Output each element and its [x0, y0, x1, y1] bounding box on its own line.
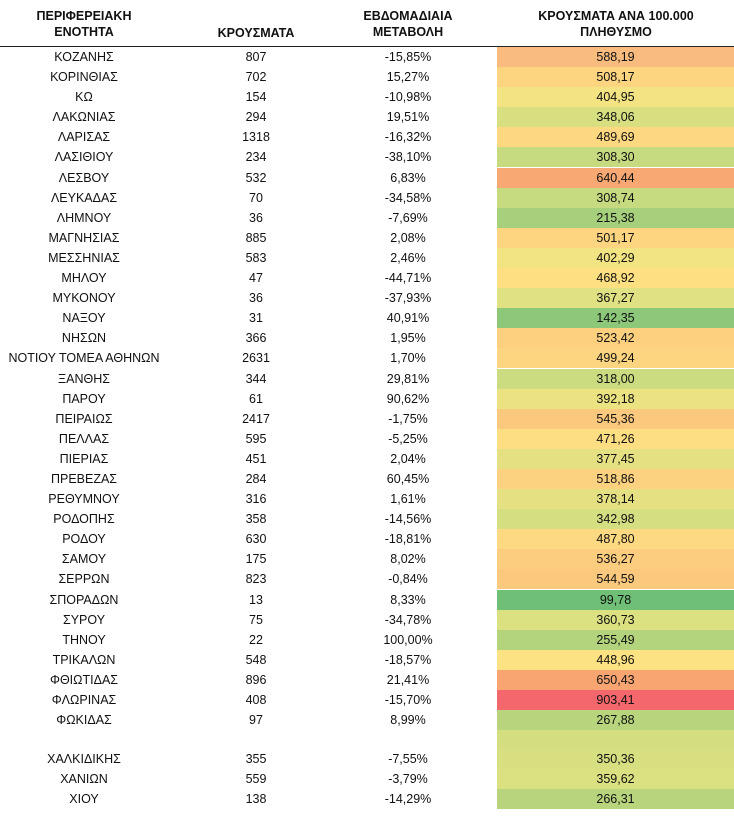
- cases-cell: 61: [249, 391, 263, 406]
- table-row: [0, 268, 734, 288]
- cases-cell: 36: [249, 291, 263, 306]
- weekly-change-cell: -38,10%: [384, 150, 432, 165]
- cases-per-100k-cell: 378,14: [497, 489, 734, 509]
- table-row: [0, 730, 734, 749]
- weekly-change-cell: -37,93%: [384, 291, 432, 306]
- cases-cell: 896: [245, 672, 267, 687]
- weekly-change-cell: 8,99%: [390, 713, 426, 728]
- cases-cell: 70: [249, 190, 263, 205]
- cases-cell: 2417: [242, 411, 270, 426]
- cases-cell: 559: [245, 772, 267, 787]
- table-row: [0, 489, 734, 509]
- region-cell: ΣΑΜΟΥ: [61, 552, 107, 567]
- cases-cell: 22: [249, 632, 263, 647]
- region-cell: ΝΟΤΙΟΥ ΤΟΜΕΑ ΑΘΗΝΩΝ: [8, 351, 160, 366]
- region-cell: ΡΟΔΟΠΗΣ: [53, 512, 115, 527]
- weekly-change-cell: 8,33%: [390, 592, 426, 607]
- table-row: [0, 710, 734, 730]
- cases-per-100k-cell: 359,62: [497, 769, 734, 789]
- cases-per-100k-cell: 404,95: [497, 87, 734, 107]
- region-cell: ΠΙΕΡΙΑΣ: [59, 451, 109, 466]
- cases-cell: 1318: [242, 130, 270, 145]
- cases-cell: 36: [249, 210, 263, 225]
- table-row: [0, 127, 734, 147]
- region-cell: ΧΑΝΙΩΝ: [60, 772, 108, 787]
- weekly-change-cell: [348, 730, 468, 750]
- region-cell: ΛΕΥΚΑΔΑΣ: [50, 190, 118, 205]
- cases-per-100k-cell: 544,59: [497, 569, 734, 589]
- region-cell: ΦΩΚΙΔΑΣ: [56, 713, 112, 728]
- cases-cell: 595: [245, 431, 267, 446]
- table-row: [0, 670, 734, 690]
- table-row: [0, 188, 734, 208]
- cases-per-100k-cell: 342,98: [497, 509, 734, 529]
- cases-per-100k-cell: 318,00: [497, 369, 734, 389]
- cases-cell: 355: [245, 752, 267, 767]
- weekly-change-cell: 60,45%: [386, 471, 430, 486]
- cases-per-100k-cell: 255,49: [497, 630, 734, 650]
- cases-cell: 630: [245, 532, 267, 547]
- table-row: [0, 569, 734, 589]
- cases-cell: 358: [245, 512, 267, 527]
- cases-per-100k-cell: 402,29: [497, 248, 734, 268]
- weekly-change-cell: -5,25%: [388, 431, 428, 446]
- table-row: [0, 469, 734, 489]
- weekly-change-cell: 6,83%: [390, 170, 426, 185]
- cases-per-100k-cell: 377,45: [497, 449, 734, 469]
- cases-cell: [208, 730, 304, 750]
- region-cell: ΤΡΙΚΑΛΩΝ: [52, 652, 116, 667]
- weekly-change-cell: -15,85%: [384, 50, 432, 64]
- cases-cell: 366: [245, 331, 267, 346]
- cases-cell: 294: [245, 110, 267, 125]
- cases-cell: 451: [245, 451, 267, 466]
- cases-cell: 97: [249, 713, 263, 728]
- table-row: [0, 328, 734, 348]
- region-cell: ΤΗΝΟΥ: [62, 632, 106, 647]
- cases-cell: 548: [245, 652, 267, 667]
- table-row: [0, 590, 734, 610]
- weekly-change-cell: 40,91%: [386, 311, 430, 326]
- cases-cell: 284: [245, 471, 267, 486]
- cases-cell: 175: [245, 552, 267, 567]
- weekly-change-cell: 2,46%: [390, 250, 426, 265]
- cases-per-100k-cell: 903,41: [497, 690, 734, 710]
- region-cell: ΛΕΣΒΟΥ: [58, 170, 110, 185]
- weekly-change-cell: -0,84%: [388, 572, 428, 587]
- weekly-change-cell: -34,78%: [384, 612, 432, 627]
- cases-cell: 702: [245, 70, 267, 85]
- region-cell: ΚΩ: [75, 90, 93, 105]
- region-cell: ΜΗΛΟΥ: [61, 271, 107, 286]
- table-row: [0, 308, 734, 328]
- cases-per-100k-cell: 367,27: [497, 288, 734, 308]
- table-row: [0, 650, 734, 670]
- weekly-change-cell: -3,79%: [388, 772, 428, 787]
- table-row: [0, 429, 734, 449]
- cases-per-100k-cell: 308,74: [497, 188, 734, 208]
- table-row: [0, 549, 734, 569]
- cases-per-100k-cell: 471,26: [497, 429, 734, 449]
- cases-per-100k-cell: 489,69: [497, 127, 734, 147]
- cases-cell: 31: [249, 311, 263, 326]
- table-row: [0, 769, 734, 789]
- cases-per-100k-cell: [497, 730, 734, 749]
- header-region-line2: ΕΝΟΤΗΤΑ: [54, 25, 114, 39]
- table-row: [0, 449, 734, 469]
- cases-cell: 2631: [242, 351, 270, 366]
- cases-per-100k-cell: 308,30: [497, 147, 734, 167]
- region-cell: ΠΕΙΡΑΙΩΣ: [55, 411, 113, 426]
- region-cell: ΠΕΛΛΑΣ: [58, 431, 110, 446]
- cases-per-100k-cell: 99,78: [497, 590, 734, 610]
- cases-cell: 75: [249, 612, 263, 627]
- weekly-change-cell: -14,29%: [384, 792, 432, 807]
- cases-cell: 13: [249, 592, 263, 607]
- header-region-line1: ΠΕΡΙΦΕΡΕΙΑΚΗ: [36, 9, 132, 23]
- weekly-change-cell: -7,55%: [388, 752, 428, 767]
- region-cell: ΠΑΡΟΥ: [62, 391, 106, 406]
- header-cases: ΚΡΟΥΣΜΑΤΑ: [217, 26, 295, 40]
- table-row: [0, 749, 734, 769]
- cases-per-100k-cell: 267,88: [497, 710, 734, 730]
- region-cell: ΠΡΕΒΕΖΑΣ: [50, 471, 118, 486]
- cases-cell: 532: [245, 170, 267, 185]
- table-row: [0, 348, 734, 368]
- cases-cell: 583: [245, 250, 267, 265]
- cases-per-100k-cell: 350,36: [497, 749, 734, 769]
- cases-cell: 47: [249, 271, 263, 286]
- table-header: [0, 0, 734, 47]
- header-per-line2: ΠΛΗΘΥΣΜΟ: [580, 25, 652, 39]
- region-cell: ΛΗΜΝΟΥ: [56, 210, 112, 225]
- cases-per-100k-cell: 360,73: [497, 610, 734, 630]
- weekly-change-cell: 2,08%: [390, 230, 426, 245]
- cases-cell: 316: [245, 492, 267, 507]
- weekly-change-cell: -16,32%: [384, 130, 432, 145]
- table-row: [0, 529, 734, 549]
- weekly-change-cell: 8,02%: [390, 552, 426, 567]
- table-row: [0, 789, 734, 809]
- table-row: [0, 87, 734, 107]
- weekly-change-cell: 15,27%: [386, 70, 430, 85]
- header-cases-per-100k: [500, 8, 732, 40]
- table-row: [0, 630, 734, 650]
- cases-per-100k-cell: 499,24: [497, 348, 734, 368]
- weekly-change-cell: -34,58%: [384, 190, 432, 205]
- region-cell: ΜΥΚΟΝΟΥ: [52, 291, 116, 306]
- cases-per-100k-cell: 468,92: [497, 268, 734, 288]
- region-cell: ΡΕΘΥΜΝΟΥ: [48, 492, 120, 507]
- cases-per-100k-cell: 523,42: [497, 328, 734, 348]
- header-change-line2: ΜΕΤΑΒΟΛΗ: [372, 25, 444, 39]
- region-cell: ΚΟΖΑΝΗΣ: [54, 50, 114, 64]
- cases-per-100k-cell: 508,17: [497, 67, 734, 87]
- region-cell: ΣΥΡΟΥ: [62, 612, 106, 627]
- cases-per-100k-cell: 348,06: [497, 107, 734, 127]
- cases-cell: 154: [245, 90, 267, 105]
- cases-per-100k-cell: 266,31: [497, 789, 734, 809]
- table-row: [0, 147, 734, 167]
- cases-cell: 408: [245, 693, 267, 707]
- weekly-change-cell: 1,61%: [390, 492, 426, 507]
- cases-cell: 885: [245, 230, 267, 245]
- table-body: [0, 47, 734, 809]
- table-row: [0, 67, 734, 87]
- region-cell: ΜΕΣΣΗΝΙΑΣ: [48, 250, 120, 265]
- weekly-change-cell: -44,71%: [384, 271, 432, 286]
- cases-per-100k-cell: 545,36: [497, 409, 734, 429]
- table-row: [0, 168, 734, 188]
- region-cell: [0, 730, 168, 750]
- region-cell: ΝΑΞΟΥ: [62, 311, 106, 326]
- weekly-change-cell: 2,04%: [390, 451, 426, 466]
- table-row: [0, 369, 734, 389]
- cases-per-100k-cell: 215,38: [497, 208, 734, 228]
- cases-per-100k-cell: 142,35: [497, 308, 734, 328]
- weekly-change-cell: 29,81%: [386, 371, 430, 386]
- region-cell: ΦΛΩΡΙΝΑΣ: [51, 693, 117, 707]
- weekly-change-cell: -1,75%: [388, 411, 428, 426]
- table-row: [0, 509, 734, 529]
- cases-per-100k-cell: 487,80: [497, 529, 734, 549]
- region-cell: ΣΠΟΡΑΔΩΝ: [49, 592, 119, 607]
- region-cell: ΚΟΡΙΝΘΙΑΣ: [50, 70, 118, 85]
- header-change-line1: ΕΒΔΟΜΑΔΙΑΙΑ: [363, 9, 453, 23]
- cases-cell: 823: [245, 572, 267, 587]
- table-row: [0, 409, 734, 429]
- cases-cell: 344: [245, 371, 267, 386]
- weekly-change-cell: -10,98%: [384, 90, 432, 105]
- weekly-change-cell: 19,51%: [386, 110, 430, 125]
- weekly-change-cell: 1,95%: [390, 331, 426, 346]
- weekly-change-cell: 21,41%: [386, 672, 430, 687]
- region-cell: ΛΑΣΙΘΙΟΥ: [54, 150, 114, 165]
- cases-cell: 234: [245, 150, 267, 165]
- table-row: [0, 610, 734, 630]
- weekly-change-cell: 1,70%: [390, 351, 426, 366]
- cases-per-100k-cell: 650,43: [497, 670, 734, 690]
- weekly-change-cell: -18,81%: [384, 532, 432, 547]
- weekly-change-cell: -7,69%: [388, 210, 428, 225]
- weekly-change-cell: -14,56%: [384, 512, 432, 527]
- table-row: [0, 47, 734, 67]
- cases-per-100k-cell: 536,27: [497, 549, 734, 569]
- region-cell: ΛΑΚΩΝΙΑΣ: [52, 110, 116, 125]
- cases-per-100k-cell: 501,17: [497, 228, 734, 248]
- table-row: [0, 288, 734, 308]
- weekly-change-cell: -18,57%: [384, 652, 432, 667]
- header-region: [0, 8, 168, 40]
- weekly-change-cell: 100,00%: [383, 632, 433, 647]
- table-row: [0, 107, 734, 127]
- region-cell: ΧΙΟΥ: [69, 792, 99, 807]
- table-row: [0, 248, 734, 268]
- cases-per-100k-cell: 448,96: [497, 650, 734, 670]
- cases-per-100k-cell: 588,19: [497, 47, 734, 67]
- header-weekly-change: [348, 8, 468, 40]
- region-cell: ΡΟΔΟΥ: [62, 532, 106, 547]
- weekly-change-cell: 90,62%: [386, 391, 430, 406]
- cases-per-100k-cell: 518,86: [497, 469, 734, 489]
- table-row: [0, 228, 734, 248]
- header-per-line1: ΚΡΟΥΣΜΑΤΑ ΑΝΑ 100.000: [538, 9, 694, 23]
- region-cell: ΣΕΡΡΩΝ: [58, 572, 110, 587]
- region-cell: ΧΑΛΚΙΔΙΚΗΣ: [47, 752, 121, 767]
- region-cell: ΛΑΡΙΣΑΣ: [57, 130, 111, 145]
- table-row: [0, 389, 734, 409]
- table-row: [0, 208, 734, 228]
- region-cell: ΝΗΣΩΝ: [61, 331, 107, 346]
- cases-per-100k-cell: 640,44: [497, 168, 734, 188]
- table-row: [0, 690, 734, 710]
- weekly-change-cell: -15,70%: [384, 693, 432, 707]
- region-cell: ΞΑΝΘΗΣ: [58, 371, 110, 386]
- cases-per-100k-cell: 392,18: [497, 389, 734, 409]
- cases-cell: 138: [245, 792, 267, 807]
- cases-cell: 807: [245, 50, 267, 64]
- region-cell: ΜΑΓΝΗΣΙΑΣ: [48, 230, 120, 245]
- region-cell: ΦΘΙΩΤΙΔΑΣ: [49, 672, 119, 687]
